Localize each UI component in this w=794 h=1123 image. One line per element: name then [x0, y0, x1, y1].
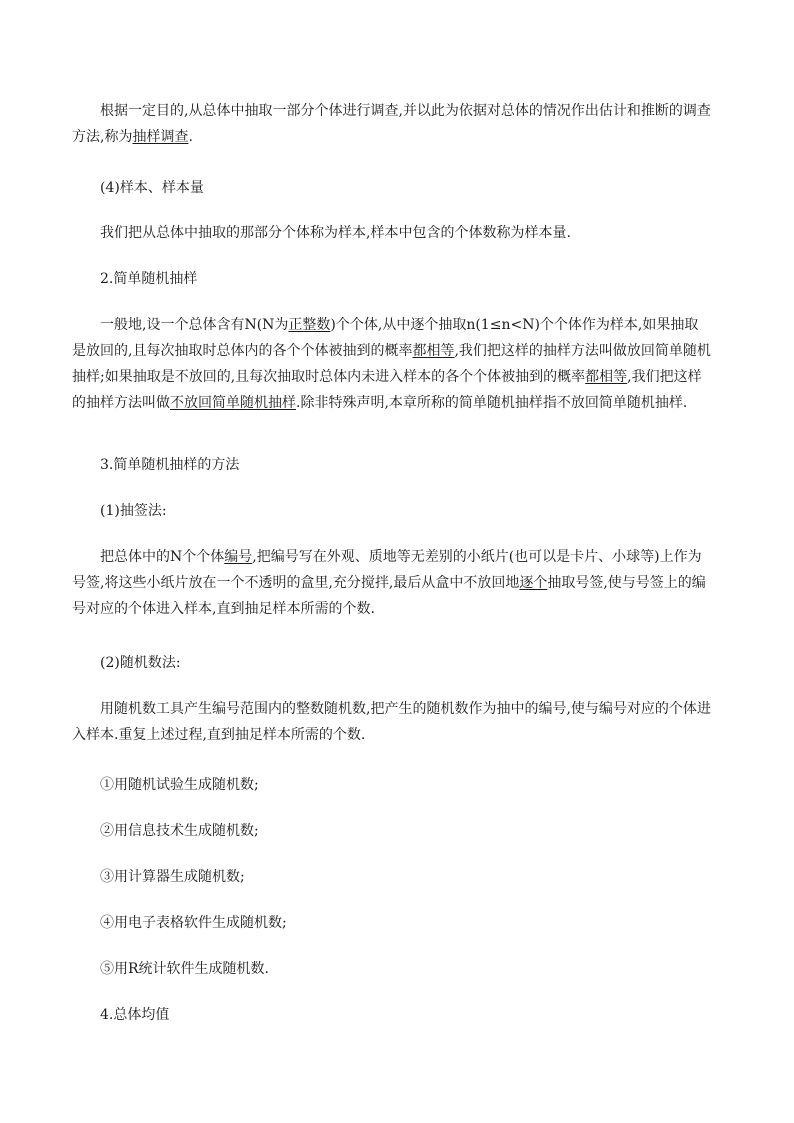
- text-segment: 根据一定目的,从总体中抽取一部分个体进行调查,并以此为依据对总体的情况作出估计和推断的调查方法,称为: [72, 103, 711, 145]
- text-segment: 2.简单随机抽样: [100, 271, 198, 287]
- list-item-calculator: [72, 864, 712, 890]
- heading-population-mean: [72, 1002, 712, 1028]
- underlined-term: 不放回简单随机抽样: [170, 395, 296, 411]
- text-segment: 用随机数工具产生编号范围内的整数随机数,把产生的随机数作为抽中的编号,使与编号对应的个体进入样本.重复上述过程,直到抽足样本所需的个数.: [72, 701, 711, 743]
- text-segment: 4.总体均值: [100, 1007, 170, 1023]
- paragraph-srs-definition: [72, 312, 712, 416]
- paragraph-random-number-method: [72, 696, 712, 748]
- heading-srs-methods: [72, 452, 712, 478]
- underlined-term: 都相等: [412, 343, 455, 359]
- text-segment: )个个体,从中逐个抽取n(1≤n<N)个个体作为样本,如果抽取是放回的,且每次抽取时总体内的各个个体被抽到的概率: [72, 317, 699, 359]
- text-segment: ②用信息技术生成随机数;: [100, 823, 259, 839]
- list-item-r-software: [72, 956, 712, 982]
- text-segment: (4)样本、样本量: [100, 180, 204, 196]
- text-segment: ⑤用R统计软件生成随机数.: [100, 961, 269, 977]
- heading-sample-size: [72, 175, 712, 201]
- heading-lottery-method: [72, 498, 712, 524]
- text-segment: 一般地,设一个总体含有N(N为: [100, 317, 289, 333]
- text-segment: ①用随机试验生成随机数;: [100, 777, 259, 793]
- text-segment: ③用计算器生成随机数;: [100, 869, 245, 885]
- text-segment: (1)抽签法:: [100, 503, 167, 519]
- text-segment: 我们把从总体中抽取的那部分个体称为样本,样本中包含的个体数称为样本量.: [100, 225, 571, 241]
- underlined-term: 编号: [224, 549, 253, 565]
- text-segment: ④用电子表格软件生成随机数;: [100, 915, 287, 931]
- text-segment: 3.简单随机抽样的方法: [100, 457, 240, 473]
- text-segment: ,我们把这样的抽样方法叫做放回简单随机抽样;如果抽取是不放回的,且每次抽取时总体内未进入样本的各个个体被抽到的概率: [72, 343, 711, 385]
- text-segment: .: [188, 129, 193, 145]
- list-item-random-experiment: [72, 772, 712, 798]
- paragraph-lottery-method: [72, 544, 712, 622]
- underlined-term: 抽样调查: [132, 129, 189, 145]
- list-item-spreadsheet: [72, 910, 712, 936]
- text-segment: 抽取号签,使与号签上的编号对应的个体进入样本,直到抽足样本所需的个数.: [72, 575, 706, 617]
- underlined-term: 都相等: [585, 369, 628, 385]
- text-segment: 把总体中的N个个体: [100, 549, 225, 565]
- text-segment: (2)随机数法:: [100, 655, 181, 671]
- text-segment: ,我们把这样的抽样方法叫做: [72, 369, 702, 411]
- list-item-information-technology: [72, 818, 712, 844]
- paragraph-sampling-survey: [72, 98, 712, 150]
- underlined-term: 正整数: [288, 317, 331, 333]
- heading-simple-random-sampling: [72, 266, 712, 292]
- heading-random-number-method: [72, 650, 712, 676]
- paragraph-sample-definition: [72, 220, 712, 246]
- text-segment: ,把编号写在外观、质地等无差别的小纸片(也可以是卡片、小球等)上作为号签,将这些小纸片放在一个不透明的盒里,充分搅拌,最后从盒中不放回地: [72, 549, 702, 591]
- underlined-term: 逐个: [519, 575, 548, 591]
- text-segment: .除非特殊声明,本章所称的简单随机抽样指不放回简单随机抽样.: [296, 395, 688, 411]
